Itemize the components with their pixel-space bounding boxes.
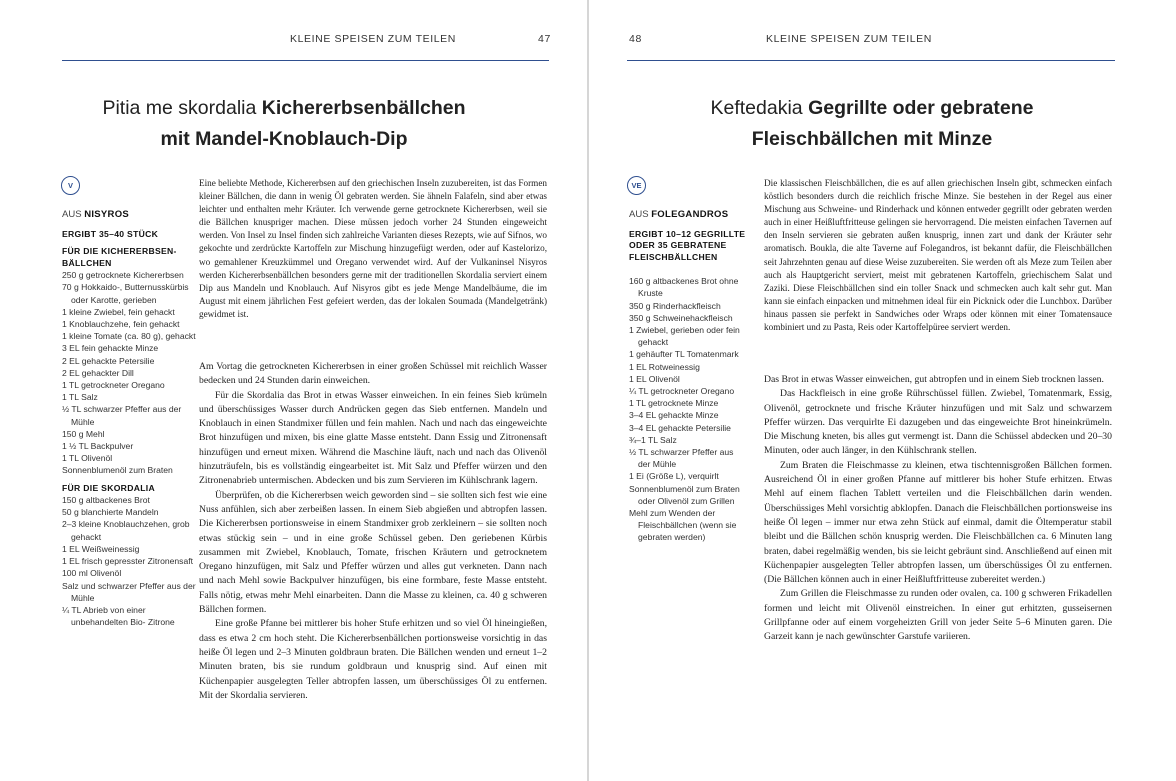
ingredient-item: Sonnenblumenöl zum Braten oder Olivenöl zum Grillen (629, 483, 740, 506)
ingredient-item: 100 ml Olivenöl (62, 568, 122, 579)
method-step: Zum Grillen die Fleischmasse zu runden oder ovalen, ca. 100 g schweren Frikadellen formen und leicht mit Olivenöl einstreichen. In einer gut erhitzten, gusseisernen Grillpfanne oder auf einem vorgeheizten Grill von jeder Seite 5–6 Minuten garen. Die Garzeit kann je nach gewünschter Garstufe variieren. (764, 588, 1112, 643)
ingredient-item: 1 TL Olivenöl (62, 453, 113, 464)
method-step: Das Brot in etwas Wasser einweichen, gut abtropfen und in einem Sieb trocknen lassen. (764, 374, 1104, 385)
ingredient-item: Salz und schwarzer Pfeffer aus der Mühle (62, 580, 196, 603)
ingredient-item: ½ TL schwarzer Pfeffer aus der Mühle (62, 404, 182, 427)
recipe-steps (199, 360, 547, 703)
recipe-title (64, 93, 504, 155)
title-german-2: Fleischbällchen mit Minze (751, 128, 993, 150)
yield: ERGIBT 35–40 STÜCK (62, 229, 159, 239)
ingredient-item: 1 TL Salz (62, 392, 98, 403)
method-step: Am Vortag die getrockneten Kichererbsen in einer großen Schüssel mit reichlich Wasser bedecken und 24 Stunden darin einweichen. (199, 361, 547, 387)
vegan-badge: VE (627, 176, 646, 195)
ingredient-item: ¼ TL getrockneter Oregano (629, 386, 735, 397)
ingredient-item: 1 EL Olivenöl (629, 373, 680, 384)
ingredient-item: 1 Zwiebel, gerieben oder fein gehackt (629, 325, 740, 348)
method-step: Eine große Pfanne bei mittlerer bis hoher Stufe erhitzen und so viel Öl hineingießen, dass es etwa 2 cm hoch steht. Die Kichererbsenbällchen portionsweise vorsichtig in das heiße Öl legen und 2–3 Minuten goldbraun braten. Die Bällchen wenden und erneut 1–2 Minuten braten, bis sie rundum goldbraun und knusprig sind. Auf einen mit Küchenpapier ausgelegten Teller abtropfen lassen, um überschüssiges Öl zu entfernen. Mit der Skordalia servieren. (199, 618, 547, 701)
ingredient-item: 1 EL frisch gepresster Zitronensaft (62, 556, 194, 567)
ingredient-item: ¼ TL Abrieb von einer unbehandelten Bio- Zitrone (62, 604, 175, 628)
ingredient-item: 1 Ei (Größe L), verquirlt (629, 471, 719, 482)
ingredient-item: 1 ½ TL Backpulver (62, 441, 134, 452)
ingredients-section-heading: FÜR DIE SKORDALIA (62, 482, 155, 493)
ingredient-item: 50 g blanchierte Mandeln (62, 507, 159, 518)
origin-prefix: AUS (62, 209, 85, 220)
ingredient-item: 2–3 kleine Knoblauchzehen, grob gehackt (62, 519, 190, 542)
title-german-2: mit Mandel-Knoblauch-Dip (160, 128, 408, 150)
ingredients-group (62, 494, 202, 628)
ingredient-item: ½ TL schwarzer Pfeffer aus der Mühle (629, 447, 734, 470)
origin-place: NISYROS (84, 209, 130, 220)
recipe-steps (764, 373, 1112, 645)
method-step: Überprüfen, ob die Kichererbsen weich geworden sind – sie sollten sich fest wie eine Nuss anfühlen, sich aber zerbeißen lassen. In einem Sieb abgießen und abtropfen lassen. Die Kichererbsen portionsweise in einem Standmixer grob zerkleinern – sie sollten noch etwas stückig sein – und in eine große Schüssel geben. Den geriebenen Kürbis zusammen mit Zwiebel, Knoblauch, Tomate, frischen Kräutern und getrocknetem Oregano hinzufügen, mit Salz und Pfeffer würzen und alles gut verkneten. Dann nach und nach Mehl sowie Backpulver hinzufügen, bis eine formbare, feste Masse entsteht. Falls nötig, etwas mehr Mehl einarbeiten. Dann die Masse zu kleinen, ca. 40 g schweren Bällchen formen. (199, 489, 547, 616)
title-german-1: Kichererbsenbällchen (261, 97, 466, 119)
page-number: 47 (538, 33, 551, 45)
recipe-title (652, 93, 1092, 155)
recipe-intro: Die klassischen Fleischbällchen, die es auf allen griechischen Inseln gibt, schmecken einfach köstlich besonders durch die reichlich frische Minze. Sie bestehen in der Regel aus einer Mischung aus Schweine- und Rinderhack und können entweder gegrillt oder gebraten werden auch in einer Heißluftfritteuse gelingen sie hervorragend. Die meisten einfachen Tavernen auf den Inseln servieren sie gebraten außen knusprig, innen zart und dank der Kräuter sehr aromatisch. Boukla, die alte Taverne auf Folegandros, ist bekannt dafür, die Fleischbällchen seit Jahrzehnten genau auf diese Weise zuzubereiten. Sie werden oft als Meze zum Teilen aber auch als Hauptgericht serviert, meist mit gebratenen Kartoffeln, griechischem Salat und Zaziki. Diese Fleischbällchen sind ein toller Snack und schmecken auch kalt sehr gut. Man kann sie einfach einpacken und mitnehmen ideal für ein Picknick oder die Lunchbox. Darüber hinaus passen sie perfekt in Sandwiches oder Wraps oder können mit einer Tomatensauce kombiniert und zu Pasta, Reis oder Kartoffelpüree serviert werden. (764, 178, 1112, 333)
ingredient-item: 350 g Rinderhackfleisch (629, 300, 721, 311)
ingredients-list (629, 229, 747, 544)
ingredients-group (62, 269, 202, 476)
ingredient-item: 3 EL fein gehackte Minze (62, 343, 159, 354)
running-header: KLEINE SPEISEN ZUM TEILEN (290, 33, 456, 45)
title-german-1: Gegrillte oder gebratene (808, 97, 1034, 119)
title-greek: Keftedakia (710, 97, 809, 119)
ingredient-item: 3–4 EL gehackte Minze (629, 410, 719, 421)
yield: ERGIBT 10–12 GEGRILLTE ODER 35 GEBRATENE FLEISCHBÄLLCHEN (629, 229, 746, 262)
ingredient-item: 1 Knoblauchzehe, fein gehackt (62, 319, 180, 330)
origin-place: FOLEGANDROS (651, 209, 729, 220)
header-rule (627, 60, 1115, 61)
ingredients-group (629, 275, 747, 543)
running-header: KLEINE SPEISEN ZUM TEILEN (766, 33, 932, 45)
page-number: 48 (629, 33, 642, 45)
ingredient-item: Mehl zum Wenden der Fleischbällchen (wenn sie gebraten werden) (629, 508, 737, 543)
ingredients-section-heading: FÜR DIE KICHERERBSEN-BÄLLCHEN (62, 246, 177, 268)
ingredient-item: Sonnenblumenöl zum Braten (62, 465, 173, 476)
ingredient-item: 2 EL gehackter Dill (62, 367, 134, 378)
ingredient-item: 3–4 EL gehackte Petersilie (629, 422, 731, 433)
ingredient-item: 160 g altbackenes Brot ohne Kruste (629, 276, 739, 299)
ingredient-item: 1 TL getrocknete Minze (629, 398, 719, 409)
origin (62, 209, 129, 220)
recipe-intro: Eine beliebte Methode, Kichererbsen auf den griechischen Inseln zuzubereiten, ist das Formen kleiner Bällchen, die dann in wenig Öl gebraten werden. Sie ähneln Falafeln, sind aber etwas leichter und enthalten mehr Kräuter. Ich verwende gerne getrocknete Kichererbsen, weil sie die Bällchen knuspriger machen. Diese müssen jedoch vorher 24 Stunden eingeweicht werden. Von Insel zu Insel finden sich zahlreiche Varianten dieses Rezepts, wie auf Sifnos, wo gekochte und zerdrückte Kartoffeln zur Mischung hinzugefügt werden, oder auf Kastelorizo, wo gemahlener Kreuzkümmel und Oregano verwendet wird. Auf der Vulkaninsel Nisyros werden Kichererbsenbällchen besonders gerne mit der traditionellen Skordalia serviert einem Dip aus Mandeln und Knoblauch. Auf Nisyros gibt es jede Menge Mandelbäume, die im August mit einem jährlichen Fest gefeiert werden, das der lokalen Soumada (Mandelgetränk) gewidmet ist. (199, 178, 547, 319)
ingredient-item: 70 g Hokkaido-, Butternusskürbis oder Karotte, gerieben (62, 282, 189, 305)
vegetarian-badge: V (61, 176, 80, 195)
origin (629, 209, 728, 220)
method-step: Das Hackfleisch in eine große Rührschüssel füllen. Zwiebel, Tomatenmark, Essig, Olivenöl, getrocknete und frische Kräuter hinzufügen und mit Salz und schwarzem Pfeffer würzen. Das verquirlte Ei dazugeben und das eingeweichte Brot hineinkrümeln. Die Mischung kneten, bis alles gut vermengt ist. Dann die Schüssel abdecken und 20–30 Minuten, oder auch länger, in den Kühlschrank stellen. (764, 388, 1112, 457)
ingredient-item: 2 EL gehackte Petersilie (62, 355, 155, 366)
ingredients-list (62, 229, 202, 628)
ingredient-item: ¾–1 TL Salz (629, 434, 677, 445)
ingredient-item: 250 g getrocknete Kichererbsen (62, 270, 184, 281)
method-step: Für die Skordalia das Brot in etwas Wasser einweichen. In ein feines Sieb krümeln und überschüssiges Wasser durch Andrücken gegen das Sieb entfernen. Mandeln und Knoblauch in einen Standmixer füllen und fein mahlen. Nach und nach das eingeweichte Brot hinzufügen und mixen, bis eine glatte Masse entsteht. Dann Essig und Zitronensaft hinzufügen und erneut mixen. Während die Maschine läuft, nach und nach das Olivenöl hinzuträufeln, bis es vollständig eingearbeitet ist. Mit Salz und Pfeffer würzen und den Zitronenabrieb untermischen. Abdecken und bis zum Servieren im Kühlschrank lagern. (199, 389, 547, 487)
ingredient-item: 1 kleine Tomate (ca. 80 g), gehackt (62, 331, 196, 342)
ingredient-item: 1 TL getrockneter Oregano (62, 380, 165, 391)
right-page (589, 0, 1176, 781)
ingredient-item: 150 g Mehl (62, 428, 105, 439)
ingredient-item: 150 g altbackenes Brot (62, 495, 150, 506)
origin-prefix: AUS (629, 209, 652, 220)
ingredient-item: 1 gehäufter TL Tomatenmark (629, 349, 739, 360)
ingredient-item: 1 EL Rotweinessig (629, 361, 700, 372)
left-page (0, 0, 587, 781)
ingredient-item: 1 EL Weißweinessig (62, 543, 140, 554)
ingredient-item: 350 g Schweinehackfleisch (629, 312, 733, 323)
ingredient-item: 1 kleine Zwiebel, fein gehackt (62, 306, 175, 317)
header-rule (62, 60, 549, 61)
method-step: Zum Braten die Fleischmasse zu kleinen, etwa tischtennisgroßen Bällchen formen. Ausreichend Öl in einer großen Pfanne auf mittlerer bis hoher Stufe erhitzen. Etwas Mehl auf einem flachen Tablett verteilen und die Fleischbällchen darin wenden. Überschüssiges Mehl vorsichtig abklopfen. Danach die Fleischbällchen portionsweise ins heiße Öl legen – immer nur etwa zehn Stück auf einmal, damit die Öltemperatur stabil bleibt und die Bällchen schön knusprig werden. Die Fleischbällchen ca. 6 Minuten lang braten, dabei regelmäßig wenden, bis sie leicht gebräunt sind. Anschließend auf einen mit Küchenpapier ausgelegten Teller abtropfen lassen, um überschüssiges Öl zu entfernen. (Die Bällchen können auch in einer Heißluftfritteuse zubereitet werden.) (764, 459, 1112, 586)
title-greek: Pitia me skordalia (102, 97, 262, 119)
